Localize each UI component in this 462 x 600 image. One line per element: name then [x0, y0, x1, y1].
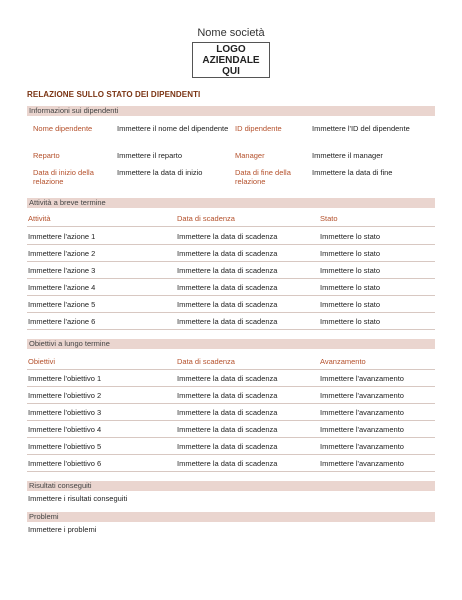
table-cell[interactable]: Immettere l'azione 3	[28, 266, 96, 275]
table-cell[interactable]: Immettere l'azione 2	[28, 249, 96, 258]
row-divider	[27, 454, 435, 455]
results-text[interactable]: Immettere i risultati conseguiti	[28, 494, 128, 503]
table-cell[interactable]: Immettere l'avanzamento	[320, 374, 404, 383]
section-long-term: Obiettivi a lungo termine	[27, 339, 435, 349]
label-employee-id: ID dipendente	[235, 124, 282, 133]
section-employee-info: Informazioni sui dipendenti	[27, 106, 435, 116]
row-divider	[27, 386, 435, 387]
row-divider	[27, 369, 435, 370]
table-cell[interactable]: Immettere lo stato	[320, 317, 381, 326]
label-report-end: Data di fine della relazione	[235, 168, 291, 186]
row-divider	[27, 312, 435, 313]
row-divider	[27, 471, 435, 472]
row-divider	[27, 244, 435, 245]
column-header-objectives: Obiettivi	[28, 357, 56, 366]
table-cell[interactable]: Immettere lo stato	[320, 232, 381, 241]
table-cell[interactable]: Immettere l'obiettivo 6	[28, 459, 102, 468]
table-cell[interactable]: Immettere la data di scadenza	[177, 442, 278, 451]
table-cell[interactable]: Immettere l'avanzamento	[320, 442, 404, 451]
section-results: Risultati conseguiti	[27, 481, 435, 491]
label-employee-name: Nome dipendente	[33, 124, 93, 133]
row-divider	[27, 437, 435, 438]
company-name: Nome società	[197, 27, 265, 39]
table-cell[interactable]: Immettere la data di scadenza	[177, 408, 278, 417]
value-employee-id[interactable]: Immettere l'ID del dipendente	[312, 124, 410, 133]
row-divider	[27, 420, 435, 421]
report-title: RELAZIONE SULLO STATO DEI DIPENDENTI	[27, 90, 201, 99]
row-divider	[27, 261, 435, 262]
label-department: Reparto	[33, 151, 60, 160]
value-report-start[interactable]: Immettere la data di inizio	[117, 168, 203, 177]
column-header-due-date: Data di scadenza	[177, 357, 235, 366]
table-cell[interactable]: Immettere l'obiettivo 3	[28, 408, 102, 417]
table-cell[interactable]: Immettere la data di scadenza	[177, 459, 278, 468]
table-cell[interactable]: Immettere l'avanzamento	[320, 408, 404, 417]
row-divider	[27, 295, 435, 296]
row-divider	[27, 329, 435, 330]
value-employee-name[interactable]: Immettere il nome del dipendente	[117, 124, 229, 133]
problems-text[interactable]: Immettere i problemi	[28, 525, 97, 534]
table-cell[interactable]: Immettere l'azione 1	[28, 232, 96, 241]
table-cell[interactable]: Immettere l'obiettivo 4	[28, 425, 102, 434]
table-cell[interactable]: Immettere l'avanzamento	[320, 459, 404, 468]
table-cell[interactable]: Immettere la data di scadenza	[177, 232, 278, 241]
table-cell[interactable]: Immettere l'azione 4	[28, 283, 96, 292]
label-manager: Manager	[235, 151, 265, 160]
column-header-status: Stato	[320, 214, 338, 223]
table-cell[interactable]: Immettere la data di scadenza	[177, 317, 278, 326]
column-header-progress: Avanzamento	[320, 357, 366, 366]
table-cell[interactable]: Immettere la data di scadenza	[177, 374, 278, 383]
table-cell[interactable]: Immettere lo stato	[320, 283, 381, 292]
row-divider	[27, 403, 435, 404]
table-cell[interactable]: Immettere la data di scadenza	[177, 300, 278, 309]
table-cell[interactable]: Immettere l'obiettivo 5	[28, 442, 102, 451]
company-logo-placeholder: LOGO AZIENDALE QUI	[192, 42, 270, 78]
table-cell[interactable]: Immettere lo stato	[320, 249, 381, 258]
table-cell[interactable]: Immettere l'azione 6	[28, 317, 96, 326]
table-cell[interactable]: Immettere la data di scadenza	[177, 266, 278, 275]
table-cell[interactable]: Immettere l'avanzamento	[320, 425, 404, 434]
table-cell[interactable]: Immettere l'obiettivo 1	[28, 374, 102, 383]
table-cell[interactable]: Immettere la data di scadenza	[177, 425, 278, 434]
section-short-term: Attività a breve termine	[27, 198, 435, 208]
table-cell[interactable]: Immettere lo stato	[320, 300, 381, 309]
table-cell[interactable]: Immettere l'obiettivo 2	[28, 391, 102, 400]
row-divider	[27, 278, 435, 279]
column-header-due-date: Data di scadenza	[177, 214, 235, 223]
label-report-start: Data di inizio della relazione	[33, 168, 94, 186]
section-problems: Problemi	[27, 512, 435, 522]
value-report-end[interactable]: Immettere la data di fine	[312, 168, 393, 177]
row-divider	[27, 226, 435, 227]
column-header-activity: Attività	[28, 214, 51, 223]
table-cell[interactable]: Immettere l'avanzamento	[320, 391, 404, 400]
value-manager[interactable]: Immettere il manager	[312, 151, 383, 160]
table-cell[interactable]: Immettere la data di scadenza	[177, 249, 278, 258]
table-cell[interactable]: Immettere l'azione 5	[28, 300, 96, 309]
table-cell[interactable]: Immettere la data di scadenza	[177, 391, 278, 400]
value-department[interactable]: Immettere il reparto	[117, 151, 183, 160]
table-cell[interactable]: Immettere lo stato	[320, 266, 381, 275]
table-cell[interactable]: Immettere la data di scadenza	[177, 283, 278, 292]
